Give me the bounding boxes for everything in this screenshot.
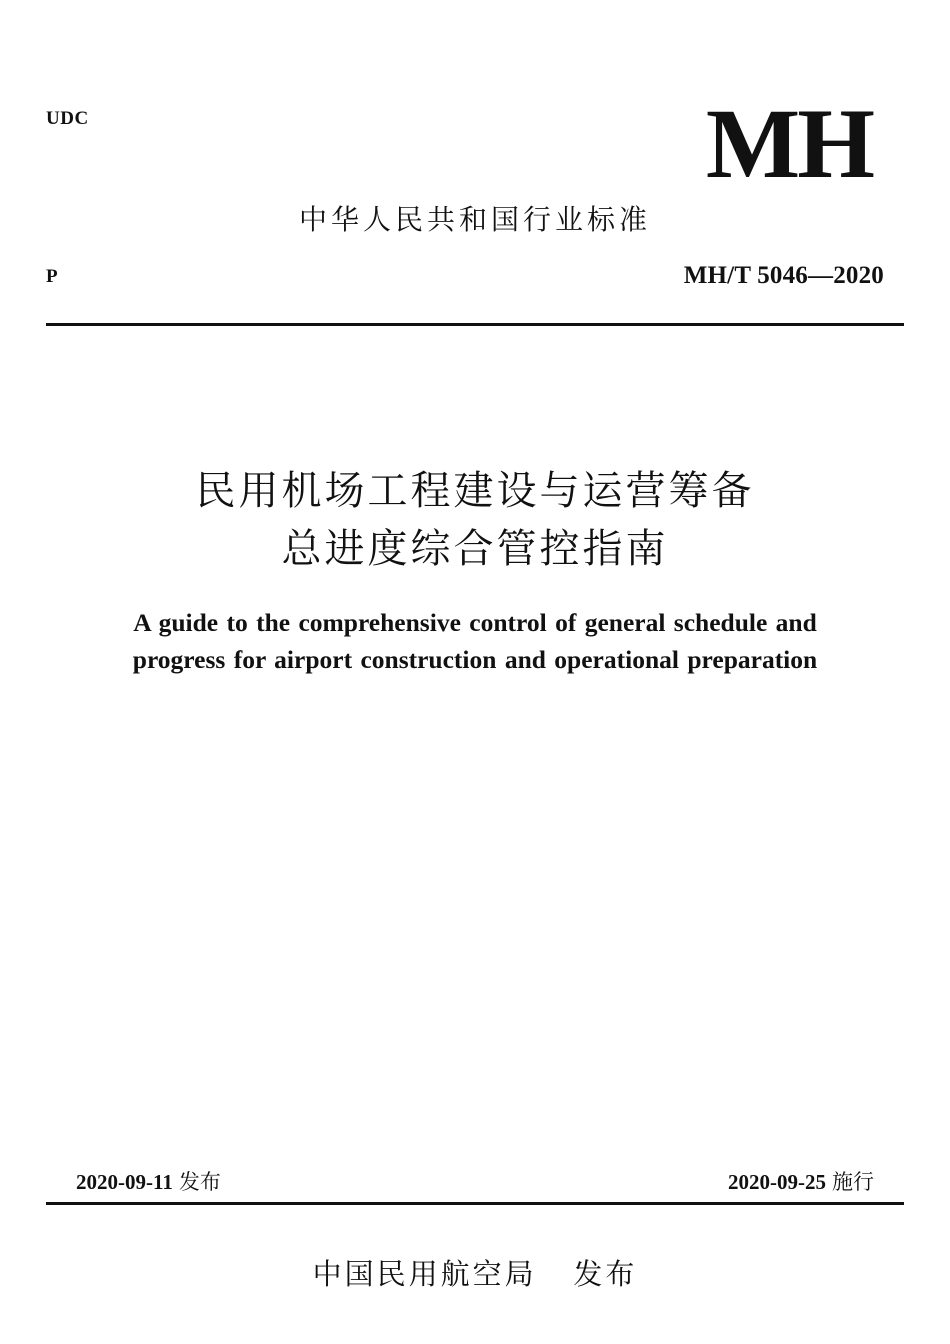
implementation-date: 2020-09-25 — [728, 1170, 826, 1194]
implementation-label: 施行 — [832, 1170, 874, 1194]
standard-number: MH/T 5046—2020 — [683, 262, 884, 289]
mh-logo: MH — [705, 88, 872, 199]
udc-label: UDC — [46, 108, 89, 129]
english-title-line-1: A guide to the comprehensive control of general schedule and — [133, 608, 817, 637]
industry-standard-text: 中华人民共和国行业标准 — [298, 203, 651, 236]
top-divider — [46, 323, 904, 326]
bottom-divider — [46, 1202, 904, 1205]
issue-date: 2020-09-11 — [76, 1170, 173, 1194]
issuer-line — [0, 1252, 950, 1293]
issuer-name: 中国民用航空局 — [312, 1257, 537, 1291]
english-title — [60, 604, 890, 678]
chinese-title-line-2: 总进度综合管控指南 — [281, 526, 669, 572]
implementation-date-block — [728, 1166, 874, 1196]
chinese-title-line-1: 民用机场工程建设与运营筹备 — [195, 468, 755, 514]
classification-code: P — [46, 266, 58, 287]
english-title-line-2: progress for airport construction and operational preparation — [132, 645, 818, 674]
issue-date-block — [76, 1166, 221, 1196]
chinese-title — [0, 462, 950, 578]
industry-standard-title — [0, 198, 950, 238]
issue-label: 发布 — [178, 1170, 221, 1194]
issuer-action: 发布 — [573, 1257, 638, 1291]
